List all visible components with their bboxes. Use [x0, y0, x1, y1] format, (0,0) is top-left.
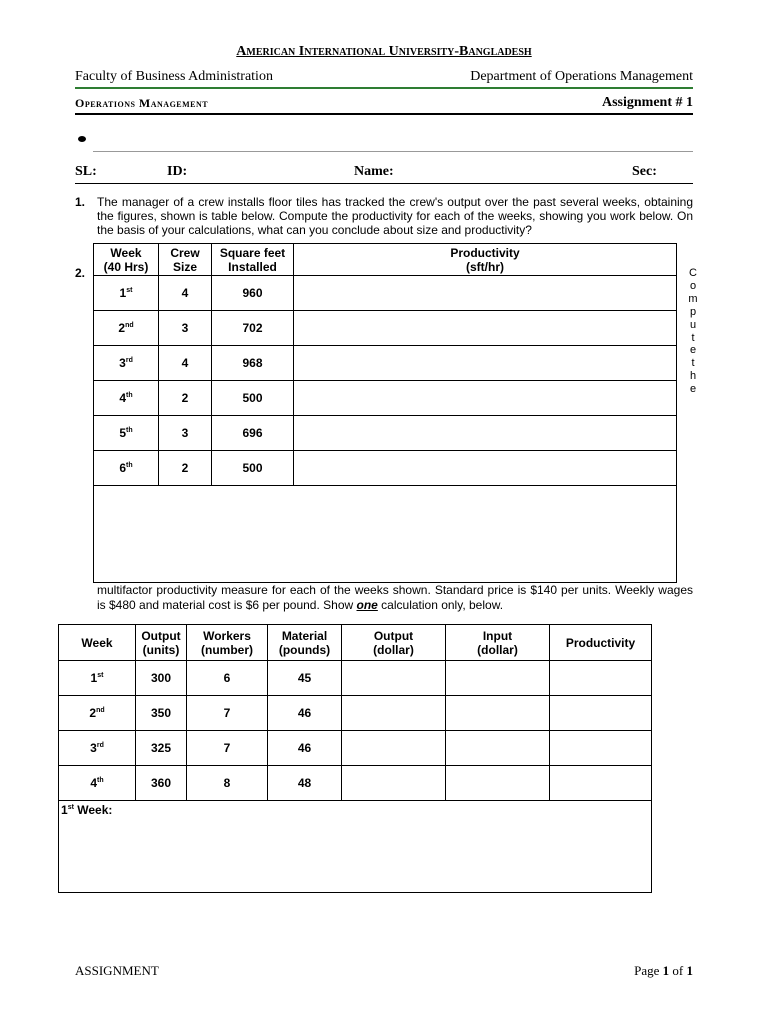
- output-cell: 360: [136, 766, 187, 801]
- crew-header: Crew Size: [159, 244, 212, 276]
- material-header: Material (pounds): [268, 625, 342, 661]
- output-dollar-answer[interactable]: [342, 731, 446, 766]
- input-dollar-answer[interactable]: [446, 661, 550, 696]
- table-row: [94, 381, 677, 416]
- page-number: Page 1 of 1: [634, 963, 693, 978]
- workers-cell: 8: [187, 766, 268, 801]
- output-cell: 300: [136, 661, 187, 696]
- week-cell: 3rd: [94, 346, 159, 381]
- table-row: [94, 416, 677, 451]
- productivity-answer[interactable]: [294, 416, 677, 451]
- output-dollar-answer[interactable]: [342, 766, 446, 801]
- crew-cell: 3: [159, 311, 212, 346]
- q1-text: The manager of a crew installs floor tiles has tracked the crew's output over the past several weeks, obtaining the figures, shown is table below. Compute the productivity for each of the weeks, showing you work below. On the basis of your calculations, what can you conclude about size and productivity?: [97, 195, 693, 237]
- productivity-header: Productivity (sft/hr): [294, 244, 677, 276]
- crew-cell: 4: [159, 346, 212, 381]
- q2-vertical-text: C o m p u t e t h e: [688, 267, 698, 396]
- table-row: [59, 696, 652, 731]
- header-divider: [75, 87, 693, 89]
- output-dollar-answer[interactable]: [342, 661, 446, 696]
- productivity-answer[interactable]: [294, 381, 677, 416]
- multifactor-table: [58, 624, 652, 893]
- q1-number: 1.: [75, 195, 86, 209]
- sqft-cell: 696: [212, 416, 294, 451]
- bullet-icon: [78, 136, 86, 142]
- week-header: Week (40 Hrs): [94, 244, 159, 276]
- crew-cell: 3: [159, 416, 212, 451]
- header-rule: [75, 113, 693, 115]
- id-field[interactable]: ID:: [167, 164, 188, 179]
- input-dollar-answer[interactable]: [446, 696, 550, 731]
- sqft-cell: 968: [212, 346, 294, 381]
- material-cell: 45: [268, 661, 342, 696]
- productivity-answer[interactable]: [294, 276, 677, 311]
- workers-header: Workers (number): [187, 625, 268, 661]
- course-title: Operations Management: [75, 96, 209, 110]
- input-dollar-answer[interactable]: [446, 731, 550, 766]
- week-cell: 2nd: [59, 696, 136, 731]
- sqft-cell: 960: [212, 276, 294, 311]
- week-cell: 5th: [94, 416, 159, 451]
- crew-cell: 2: [159, 381, 212, 416]
- department-label: Department of Operations Management: [470, 69, 693, 84]
- productivity-answer[interactable]: [294, 346, 677, 381]
- sqft-header: Square feet Installed: [212, 244, 294, 276]
- sl-field[interactable]: SL:: [75, 164, 97, 179]
- input-dollar-header: Input (dollar): [446, 625, 550, 661]
- week-cell: 2nd: [94, 311, 159, 346]
- workers-cell: 7: [187, 696, 268, 731]
- material-cell: 46: [268, 731, 342, 766]
- crew-cell: 4: [159, 276, 212, 311]
- material-cell: 46: [268, 696, 342, 731]
- productivity-answer[interactable]: [550, 766, 652, 801]
- calculation-area[interactable]: 1st Week:: [59, 801, 652, 893]
- sqft-cell: 500: [212, 451, 294, 486]
- week-cell: 4th: [94, 381, 159, 416]
- output-cell: 325: [136, 731, 187, 766]
- q2-number: 2.: [75, 266, 86, 280]
- assignment-number: Assignment # 1: [601, 95, 693, 110]
- table-row: [94, 346, 677, 381]
- week-cell: 6th: [94, 451, 159, 486]
- crew-productivity-table: [93, 243, 677, 583]
- footer-label: ASSIGNMENT: [75, 963, 159, 978]
- faculty-label: Faculty of Business Administration: [75, 69, 273, 84]
- table-row: [59, 731, 652, 766]
- week-cell: 3rd: [59, 731, 136, 766]
- table-row: [59, 766, 652, 801]
- week-header: Week: [59, 625, 136, 661]
- productivity-header: Productivity: [550, 625, 652, 661]
- productivity-answer[interactable]: [550, 696, 652, 731]
- workers-cell: 7: [187, 731, 268, 766]
- table-row: [94, 451, 677, 486]
- table-row: [59, 661, 652, 696]
- week-cell: 4th: [59, 766, 136, 801]
- blank-line: [93, 151, 693, 152]
- name-field[interactable]: Name:: [354, 164, 394, 179]
- sec-field[interactable]: Sec:: [632, 164, 657, 179]
- productivity-answer[interactable]: [550, 661, 652, 696]
- university-title: American International University-Bangladesh: [236, 44, 532, 59]
- q2-text: multifactor productivity measure for each of the weeks shown. Standard price is $140 per units. Weekly wages is $480 and material cost is $6 per pound. Show one calculation only, below.: [97, 583, 693, 612]
- fields-rule: [75, 183, 693, 184]
- crew-cell: 2: [159, 451, 212, 486]
- sqft-cell: 702: [212, 311, 294, 346]
- productivity-answer[interactable]: [294, 451, 677, 486]
- material-cell: 48: [268, 766, 342, 801]
- table-row: [94, 276, 677, 311]
- productivity-answer[interactable]: [550, 731, 652, 766]
- week-cell: 1st: [59, 661, 136, 696]
- week-cell: 1st: [94, 276, 159, 311]
- workers-cell: 6: [187, 661, 268, 696]
- input-dollar-answer[interactable]: [446, 766, 550, 801]
- output-dollar-header: Output (dollar): [342, 625, 446, 661]
- output-cell: 350: [136, 696, 187, 731]
- table-row: [94, 311, 677, 346]
- sqft-cell: 500: [212, 381, 294, 416]
- productivity-answer[interactable]: [294, 311, 677, 346]
- output-units-header: Output (units): [136, 625, 187, 661]
- work-area[interactable]: [94, 486, 677, 583]
- output-dollar-answer[interactable]: [342, 696, 446, 731]
